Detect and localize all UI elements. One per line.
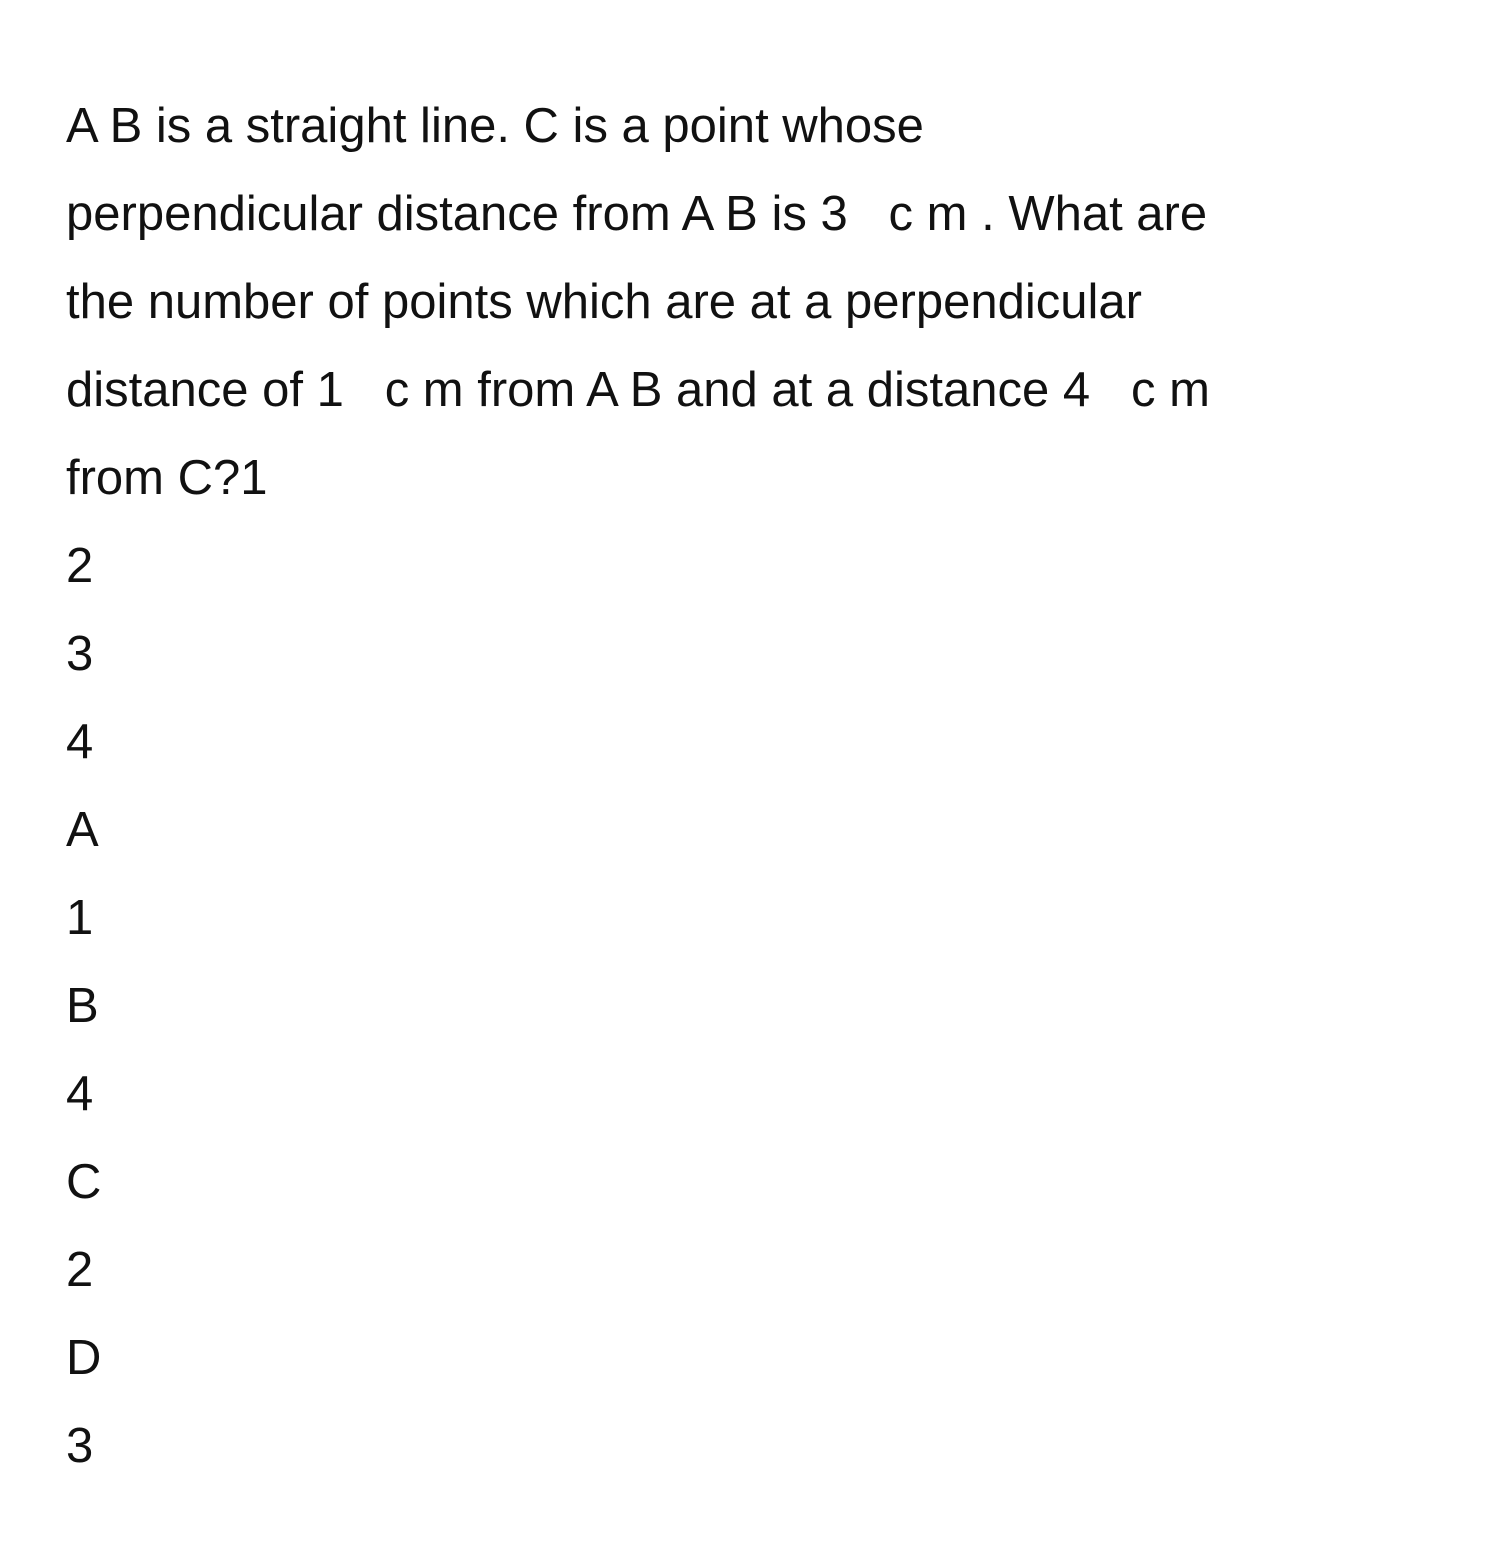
question-text [66, 82, 1446, 522]
option-value-c: 2 [66, 1243, 94, 1297]
question-line-3: the number of points which are at a perpendicular [66, 275, 1142, 329]
question-line-2: perpendicular distance from A B is 3 c m . What are [66, 187, 1208, 241]
question-line-1: A B is a straight line. C is a point whose [66, 99, 924, 153]
option-value-b: 4 [66, 1067, 94, 1121]
option-value-d: 3 [66, 1419, 94, 1473]
option-label-b: B [66, 979, 99, 1033]
option-value-a: 1 [66, 891, 94, 945]
answer-lines [66, 522, 1446, 1490]
content-line: 2 [66, 539, 94, 593]
question-line-4: distance of 1 c m from A B and at a distance 4 c m [66, 363, 1210, 417]
content-line: 3 [66, 627, 94, 681]
question-line-5: from C?1 [66, 451, 268, 505]
content-line: 4 [66, 715, 94, 769]
document-page [66, 82, 1446, 1490]
option-label-a: A [66, 803, 99, 857]
option-label-c: C [66, 1155, 102, 1209]
option-label-d: D [66, 1331, 102, 1385]
